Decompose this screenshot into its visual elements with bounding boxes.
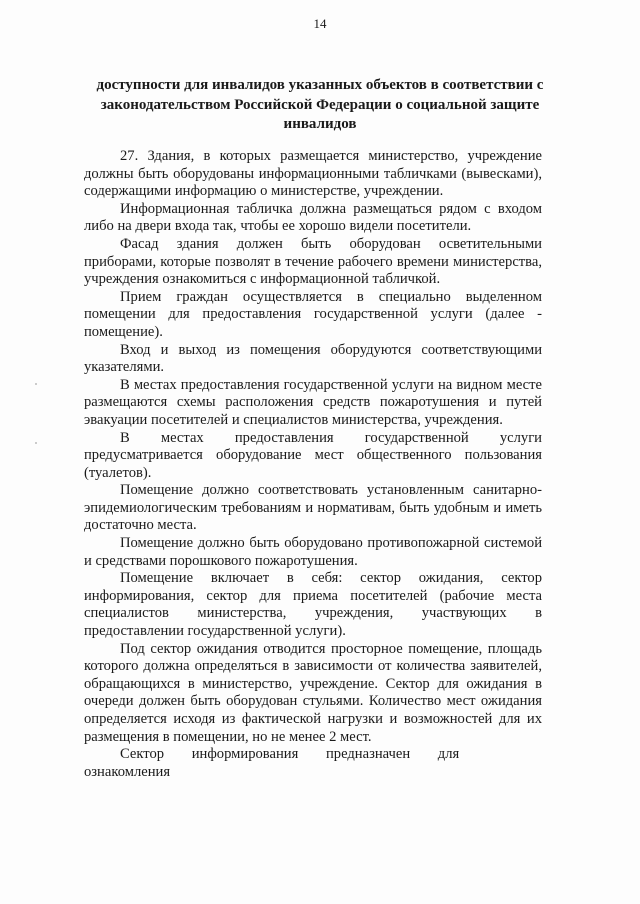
paragraph: Помещение включает в себя: сектор ожидания, сектор информирования, сектор для приема посетителей (рабочие места специалистов министерства, учреждения, участвующих в предоставлении государственной услуги). [84,570,542,640]
paragraph: Прием граждан осуществляется в специально выделенном помещении для предоставления государственной услуги (далее - помещение). [84,288,542,340]
paragraph: Информационная табличка должна размещаться рядом с входом либо на двери входа так, чтобы ее хорошо видели посетители. [84,200,542,235]
paragraph: В местах предоставления государственной услуги на видном месте размещаются схемы расположения средств пожаротушения и путей эвакуации посетителей и специалистов министерства, учреждения. [84,376,542,428]
paragraph: 27. Здания, в которых размещается министерство, учреждение должны быть оборудованы информационными табличками (вывесками), содержащими информацию о министерстве, учреждении. [84,148,542,200]
paragraph: Помещение должно соответствовать установленным санитарно-эпидемиологическим требованиям и нормативам, быть удобным и иметь достаточно места. [84,482,542,534]
page-number: 14 [313,16,327,31]
paragraph: Сектор информирования предназначен для ознакомления [84,746,460,780]
paragraph: Помещение должно быть оборудовано противопожарной системой и средствами порошкового пожаротушения. [84,535,542,569]
paragraph: Фасад здания должен быть оборудован осветительными приборами, которые позволят в течение рабочего времени министерства, учреждения ознакомиться с информационной табличкой. [84,235,542,288]
paragraph: Под сектор ожидания отводится просторное помещение, площадь которого должна определяться в зависимости от количества заявителей, обращающихся в министерство, учреждение. Сектор для ожидания в очереди должен быть оборудован стульями. Количество мест ожидания определяется исходя из фактической нагрузки и возможностей для их размещения в помещении, но не менее 2 мест. [84,640,542,745]
paragraph: Вход и выход из помещения оборудуются соответствующими указателями. [84,341,542,376]
document-body [84,148,542,781]
paragraph: В местах предоставления государственной услуги предусматривается оборудование мест общественного пользования (туалетов). [84,429,542,481]
scan-speck [35,383,37,385]
section-heading: доступности для инвалидов указанных объектов в соответствии с законодательством Российской Федерации о социальной защите инвалидов [96,77,544,132]
scan-speck [35,442,37,444]
